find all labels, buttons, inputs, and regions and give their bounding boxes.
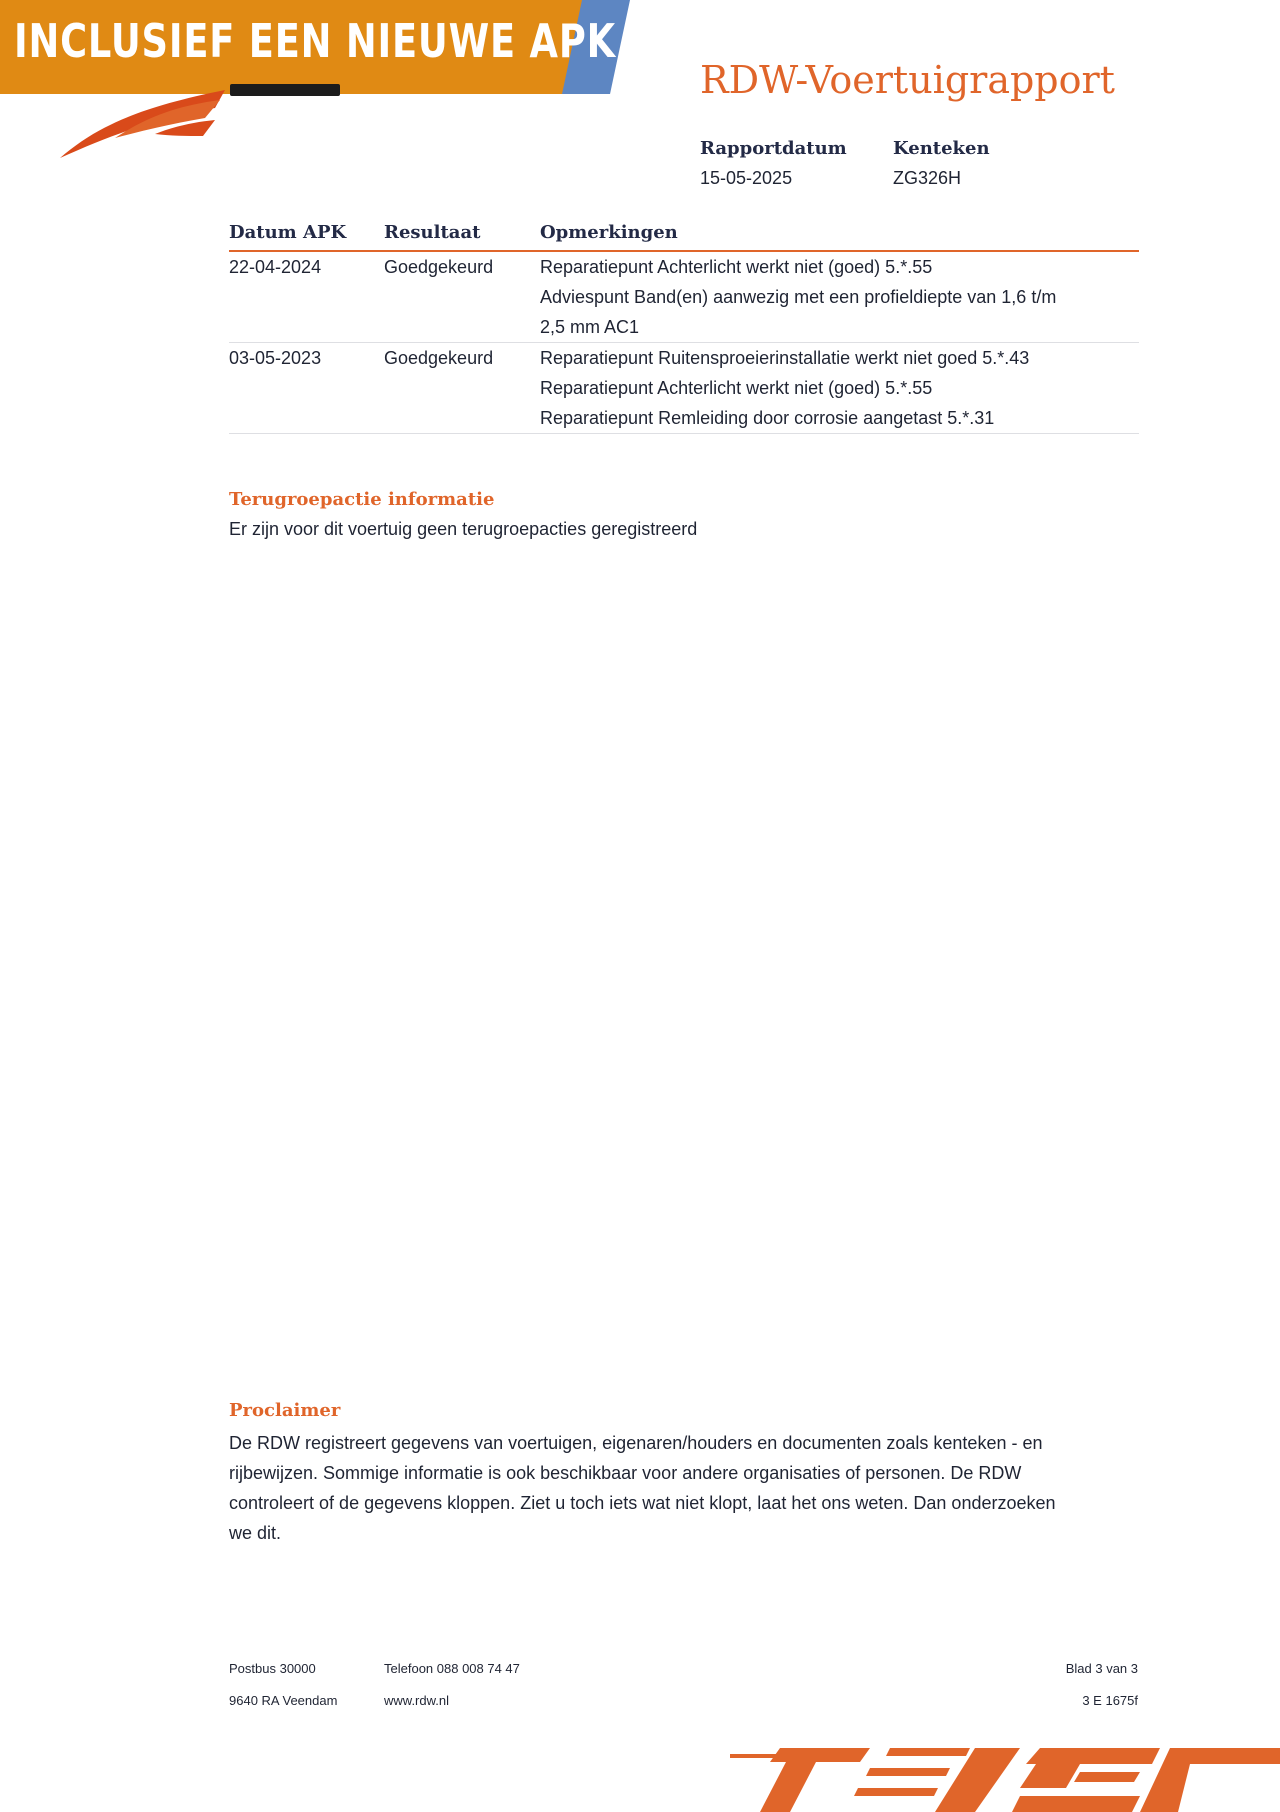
row-date: 03-05-2023: [229, 348, 322, 368]
footer-page: Blad 3 van 3: [1065, 1661, 1138, 1676]
report-date-label: Rapportdatum: [700, 138, 847, 159]
table-row: [229, 343, 1139, 434]
footer-website: www.rdw.nl: [384, 1693, 450, 1708]
recall-title: Terugroepactie informatie: [229, 489, 495, 510]
report-date-value: 15-05-2025: [700, 168, 793, 188]
plate-label: Kenteken: [893, 138, 990, 159]
proclaimer-line: De RDW registreert gegevens van voertuigen, eigenaren/houders en documenten zoals kenteken - en: [229, 1433, 1043, 1453]
row-remark: Reparatiepunt Achterlicht werkt niet (goed) 5.*.55: [540, 378, 933, 398]
header-date: Datum APK: [229, 222, 347, 243]
plate-value: ZG326H: [893, 168, 962, 188]
proclaimer-line: rijbewijzen. Sommige informatie is ook beschikbaar voor andere organisaties of personen. De RDW: [229, 1463, 1022, 1483]
proclaimer-line: controleert of de gegevens kloppen. Ziet u toch iets wat niet klopt, laat het ons weten. Dan onderzoeken: [229, 1493, 1056, 1513]
recall-text: Er zijn voor dit voertuig geen terugroepacties geregistreerd: [229, 519, 698, 539]
row-result: Goedgekeurd: [384, 257, 494, 277]
footer-phone: Telefoon 088 008 74 47: [384, 1661, 520, 1676]
row-remark: 2,5 mm AC1: [540, 317, 640, 337]
header-remarks: Opmerkingen: [540, 222, 678, 243]
footer-city: 9640 RA Veendam: [229, 1693, 338, 1708]
row-remark: Reparatiepunt Ruitensproeierinstallatie werkt niet goed 5.*.43: [540, 348, 1030, 368]
rdw-logo-icon: [55, 78, 235, 160]
row-remark: Reparatiepunt Remleiding door corrosie aangetast 5.*.31: [540, 408, 995, 428]
proclaimer-title: Proclaimer: [229, 1400, 341, 1421]
logo-wordmark: [230, 84, 340, 96]
row-remark: Adviespunt Band(en) aanwezig met een profieldiepte van 1,6 t/m: [540, 287, 1057, 307]
table-row: [229, 252, 1139, 343]
rdw-stripes-graphic: [720, 1740, 1280, 1812]
proclaimer-line: we dit.: [229, 1523, 282, 1543]
row-remark: Reparatiepunt Achterlicht werkt niet (goed) 5.*.55: [540, 257, 933, 277]
report-title: RDW-Voertuigrapport: [700, 58, 1115, 102]
footer-code: 3 E 1675f: [1082, 1693, 1138, 1708]
header-result: Resultaat: [384, 222, 481, 243]
footer-postbus: Postbus 30000: [229, 1661, 316, 1676]
banner-text: INCLUSIEF EEN NIEUWE APK: [14, 14, 616, 68]
row-result: Goedgekeurd: [384, 348, 494, 368]
row-date: 22-04-2024: [229, 257, 322, 277]
